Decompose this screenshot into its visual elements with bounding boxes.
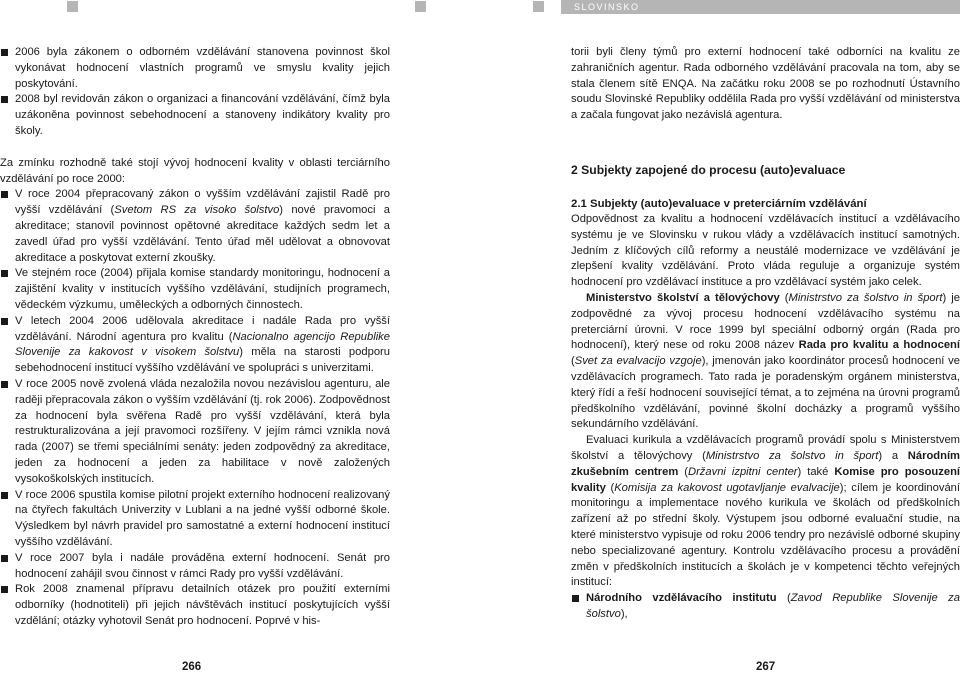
list-item: Ve stejném roce (2004) přijala komise standardy monitoringu, hodnocení a zajištění kvality v institucích vyššího vzdělávání, studijních programech, vědeckém výzkumu, uměleckých a odborných činnostech.	[0, 266, 390, 313]
institutions-bullet-list	[571, 591, 960, 623]
subsection-heading: 2.1 Subjekty (auto)evaluace v preterciárním vzdělávání	[571, 197, 867, 210]
page-number-right: 267	[756, 661, 776, 673]
section-tab: SLOVINSKO	[561, 0, 960, 14]
section-heading: 2 Subjekty zapojené do procesu (auto)evaluace	[571, 162, 846, 177]
left-column	[0, 45, 390, 630]
list-item: V roce 2005 nově zvolená vláda nezaložila novou nezávislou agenturu, ale raději přepracovala zákon o vyšším vzdělávání (tj. rok 2006). Zodpovědnost za hodnocení byla svěřena Radě pro vyšší vzdělávání, která byla restrukturalizována a její pravomoci rozšířeny. V jejím rámci vznikla nová rada (2007) se třemi speciálními senáty: jeden zodpovědný za akreditace, jeden za hodnocení a jeden za habilitace v nově založených vysokoškolských institucích.	[0, 377, 390, 488]
list-item: V roce 2007 byla i nadále prováděna externí hodnocení. Senát pro hodnocení zahájil svou činnost v rámci Rady pro vyšší vzdělávání.	[0, 551, 390, 583]
paragraph: Evaluaci kurikula a vzdělávacích programů provádí spolu s Ministerstvem školství a tělovýchovy (Ministrstvo za šolstvo in šport) a Národním zkušebním centrem (Državni izpitni center) také Komise pro posouzení kvality (Komisija za kakovost ugotavljanje evalvacije); cílem je koordinování monitoringu a implementace nového kurikula ve školách od předškolních zařízení až po střední školy. Výstupem jsou odborné evaluační studie, na které ministerstvo vypisuje od roku 2006 tendry pro nezávislé odborné skupiny nebo specializované agentury. Kontrolu vzdělávacího procesu a provádění změn v předškolních institucích a školách je v kompetenci těchto veřejných institucí:	[571, 434, 960, 589]
list-item: V letech 2004 2006 udělovala akreditace i nadále Rada pro vyšší vzdělávání. Národní agentura pro kvalitu (Nacionalno agencijo Republike Slovenije za kakovost v visokem šolstvu) měla na starosti podporu sebehodnocení institucí vyššího vzdělávání ve spolupráci s univerzitami.	[0, 314, 390, 377]
list-item: 2006 byla zákonem o odborném vzdělávání stanovena povinnost škol vykonávat hodnocení vlastních programů ve smyslu kvality jejich poskytování.	[0, 45, 390, 92]
paragraph: Ministerstvo školství a tělovýchovy (Ministrstvo za šolstvo in šport) je zodpovědné za vývoj procesu hodnocení vzdělávacího systému na preterciární úrovni. V roce 1999 byl speciální odborný orgán (Rada pro hodnocení), který nese od roku 2008 název Rada pro kvalitu a hodnocení (Svet za evalvacijo vzgoje), jmenován jako koordinátor procesů hodnocení ve vzdělávacích programech. Tato rada je poradenským orgánem ministerstva, který řídí a řeší hodnocení související témat, a to zejména na úrovni programů předškolního vzdělávání, povinné školní docházky a programů vyššího sekundárního vzdělávání.	[571, 291, 960, 431]
top-bullet-list	[0, 45, 390, 140]
header-square-1	[67, 1, 78, 12]
continuation-paragraph: torii byli členy týmů pro externí hodnocení také odborníci na kvalitu ze zahraničních agentur. Rada odborného vzdělávání pracovala na tom, aby se stala členem sítě ENQA. Na začátku roku 2008 se po rozhodnutí Ústavního soudu Slovinské Republiky oddělila Rada pro vyšší vzdělávání od ministerstva a začala fungovat jako nezávislá agentura.	[571, 46, 960, 122]
intro-paragraph: Za zmínku rozhodně také stojí vývoj hodnocení kvality v oblasti terciárního vzdělávání po roce 2000:	[0, 156, 390, 185]
list-item: Rok 2008 znamenal přípravu detailních otázek pro použití externími odborníky (hodnotiteli) při jejich návštěvách institucí poskytujících vyšší vzdělání; otázky vyhotovil Senát pro hodnocení. Poprvé v his-	[0, 582, 390, 629]
header-square-3	[533, 1, 544, 12]
list-item: V roce 2004 přepracovaný zákon o vyšším vzdělávání zajistil Radě pro vyšší vzdělávání (Svetom RS za visoko šolstvo) nové pravomoci a akreditace; stanovil povinnost opětovné akreditace každých sedm let a zavedl úřad pro vyšší vzdělávání. Tento úřad měl udělovat a obnovovat akreditace a poskytovat externí zkoušky.	[0, 187, 390, 266]
paragraph: Odpovědnost za kvalitu a hodnocení vzdělávacích institucí a vzdělávacího systému je ve Slovinsku v rukou vlády a vzdělávacích institucí samotných. Jedním z klíčových cílů reformy a neustálé modernizace ve vzdělávání je zlepšení kvality vzdělávání. Proto vláda reguluje a organizuje systém hodnocení pro vzdělávací instituce a pro vzdělávací systém jako celek.	[571, 212, 960, 289]
list-item: 2008 byl revidován zákon o organizaci a financování vzdělávání, čímž byla uzákoněna povinnost sebehodnocení a stanoveny indikátory kvality pro školy.	[0, 92, 390, 139]
page-number-left: 266	[182, 661, 202, 673]
list-item: V roce 2006 spustila komise pilotní projekt externího hodnocení realizovaný na čtyřech fakultách Univerzity v Lublani a na jedné vyšší odborné škole. Výsledkem byl návrh pravidel pro samostatné a externí hodnocení institucí vyššího vzdělávání.	[0, 488, 390, 551]
tertiary-bullet-list	[0, 187, 390, 629]
header-square-2	[415, 1, 426, 12]
list-item: Národního vzdělávacího institutu (Zavod Republike Slovenije za šolstvo),	[571, 591, 960, 623]
right-column	[571, 45, 960, 623]
